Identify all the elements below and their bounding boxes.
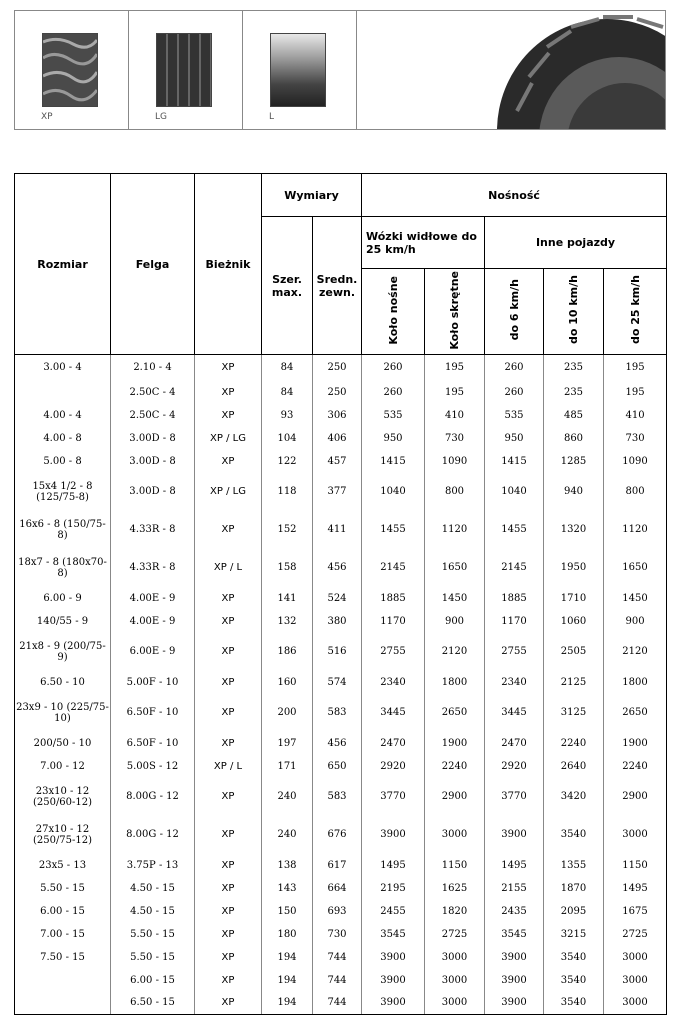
cell-v25: 3000	[604, 946, 667, 969]
cell-nosne: 1455	[362, 511, 425, 549]
cell-v6: 2145	[485, 549, 544, 587]
cell-szer: 138	[262, 854, 313, 877]
cell-sredn: 744	[313, 969, 362, 992]
cell-szer: 84	[262, 355, 313, 381]
cell-bieznik: XP	[195, 587, 262, 610]
cell-v10: 2240	[544, 732, 604, 755]
cell-v25: 1800	[604, 671, 667, 694]
cell-bieznik: XP	[195, 355, 262, 381]
cell-nosne: 1415	[362, 450, 425, 473]
cell-v6: 3900	[485, 969, 544, 992]
cell-rozmiar: 21x8 - 9 (200/75-9)	[15, 633, 111, 671]
header-nosnosc: Nośność	[362, 174, 667, 217]
cell-felga: 6.00E - 9	[111, 633, 195, 671]
cell-v25: 1900	[604, 732, 667, 755]
cell-felga: 6.50F - 10	[111, 694, 195, 732]
cell-bieznik: XP / L	[195, 549, 262, 587]
cell-v6: 3545	[485, 923, 544, 946]
header-szer: Szer. max.	[262, 217, 313, 355]
cell-sredn: 574	[313, 671, 362, 694]
cell-szer: 160	[262, 671, 313, 694]
cell-v6: 260	[485, 355, 544, 381]
tread-sample-lg	[129, 11, 243, 129]
cell-rozmiar: 18x7 - 8 (180x70-8)	[15, 549, 111, 587]
cell-bieznik: XP	[195, 732, 262, 755]
cell-rozmiar: 23x5 - 13	[15, 854, 111, 877]
cell-rozmiar: 23x10 - 12 (250/60-12)	[15, 778, 111, 816]
cell-skretne: 1150	[425, 854, 485, 877]
tread-l-label: L	[269, 112, 275, 122]
cell-szer: 132	[262, 610, 313, 633]
tread-sample-xp	[15, 11, 129, 129]
cell-skretne: 2900	[425, 778, 485, 816]
cell-nosne: 2755	[362, 633, 425, 671]
cell-v6: 535	[485, 404, 544, 427]
cell-bieznik: XP	[195, 969, 262, 992]
cell-v10: 3540	[544, 992, 604, 1015]
cell-felga: 5.50 - 15	[111, 923, 195, 946]
table-row	[15, 694, 667, 732]
cell-skretne: 2120	[425, 633, 485, 671]
cell-felga: 3.00D - 8	[111, 427, 195, 450]
cell-nosne: 1495	[362, 854, 425, 877]
cell-bieznik: XP	[195, 946, 262, 969]
table-row	[15, 450, 667, 473]
cell-szer: 200	[262, 694, 313, 732]
cell-v10: 940	[544, 473, 604, 511]
cell-felga: 2.50C - 4	[111, 404, 195, 427]
cell-skretne: 195	[425, 381, 485, 404]
cell-nosne: 3900	[362, 946, 425, 969]
cell-sredn: 524	[313, 587, 362, 610]
cell-sredn: 617	[313, 854, 362, 877]
spec-table-body	[15, 355, 667, 1015]
cell-v10: 485	[544, 404, 604, 427]
cell-felga: 5.00F - 10	[111, 671, 195, 694]
cell-skretne: 1900	[425, 732, 485, 755]
tread-l-image	[270, 33, 326, 107]
cell-rozmiar	[15, 969, 111, 992]
cell-szer: 180	[262, 923, 313, 946]
cell-skretne: 3000	[425, 946, 485, 969]
cell-szer: 171	[262, 755, 313, 778]
cell-rozmiar: 23x9 - 10 (225/75-10)	[15, 694, 111, 732]
tread-xp-image	[42, 33, 98, 107]
cell-v6: 2435	[485, 900, 544, 923]
cell-nosne: 3900	[362, 969, 425, 992]
cell-v6: 3900	[485, 946, 544, 969]
cell-v25: 1650	[604, 549, 667, 587]
cell-bieznik: XP	[195, 694, 262, 732]
cell-nosne: 3770	[362, 778, 425, 816]
tire-spec-table	[14, 173, 667, 1015]
cell-nosne: 260	[362, 355, 425, 381]
cell-v6: 3770	[485, 778, 544, 816]
cell-skretne: 195	[425, 355, 485, 381]
cell-rozmiar: 7.00 - 12	[15, 755, 111, 778]
cell-nosne: 2470	[362, 732, 425, 755]
cell-skretne: 900	[425, 610, 485, 633]
cell-felga: 4.33R - 8	[111, 511, 195, 549]
cell-v25: 1495	[604, 877, 667, 900]
cell-v25: 410	[604, 404, 667, 427]
cell-bieznik: XP / L	[195, 755, 262, 778]
table-row	[15, 732, 667, 755]
header-rozmiar: Rozmiar	[15, 174, 111, 355]
table-row	[15, 900, 667, 923]
cell-skretne: 1120	[425, 511, 485, 549]
tread-lg-label: LG	[155, 112, 167, 122]
cell-szer: 194	[262, 992, 313, 1015]
cell-sredn: 406	[313, 427, 362, 450]
cell-v6: 3900	[485, 816, 544, 854]
cell-felga: 5.00S - 12	[111, 755, 195, 778]
cell-v25: 900	[604, 610, 667, 633]
cell-sredn: 250	[313, 381, 362, 404]
table-row	[15, 946, 667, 969]
cell-v25: 1120	[604, 511, 667, 549]
cell-skretne: 800	[425, 473, 485, 511]
cell-v6: 2340	[485, 671, 544, 694]
cell-felga: 3.75P - 13	[111, 854, 195, 877]
cell-szer: 93	[262, 404, 313, 427]
header-do6: do 6 km/h	[485, 269, 544, 355]
cell-felga: 8.00G - 12	[111, 778, 195, 816]
cell-felga: 5.50 - 15	[111, 946, 195, 969]
cell-v25: 195	[604, 381, 667, 404]
header-do10: do 10 km/h	[544, 269, 604, 355]
cell-szer: 158	[262, 549, 313, 587]
table-row	[15, 854, 667, 877]
cell-szer: 194	[262, 969, 313, 992]
cell-rozmiar: 200/50 - 10	[15, 732, 111, 755]
cell-v6: 1885	[485, 587, 544, 610]
cell-szer: 240	[262, 816, 313, 854]
table-row	[15, 923, 667, 946]
cell-rozmiar: 27x10 - 12 (250/75-12)	[15, 816, 111, 854]
cell-bieznik: XP	[195, 854, 262, 877]
cell-felga: 6.50F - 10	[111, 732, 195, 755]
cell-v25: 1150	[604, 854, 667, 877]
header-wozki: Wózki widłowe do 25 km/h	[362, 217, 485, 269]
cell-v25: 3000	[604, 992, 667, 1015]
table-row	[15, 587, 667, 610]
cell-rozmiar: 4.00 - 8	[15, 427, 111, 450]
cell-skretne: 730	[425, 427, 485, 450]
cell-v6: 3900	[485, 992, 544, 1015]
cell-nosne: 2145	[362, 549, 425, 587]
cell-bieznik: XP	[195, 816, 262, 854]
cell-nosne: 2195	[362, 877, 425, 900]
cell-nosne: 2920	[362, 755, 425, 778]
cell-sredn: 377	[313, 473, 362, 511]
table-row	[15, 549, 667, 587]
table-row	[15, 671, 667, 694]
cell-v10: 2095	[544, 900, 604, 923]
header-kolo-nosne: Koło nośne	[362, 269, 425, 355]
cell-skretne: 3000	[425, 969, 485, 992]
cell-bieznik: XP	[195, 900, 262, 923]
cell-skretne: 1450	[425, 587, 485, 610]
cell-nosne: 1885	[362, 587, 425, 610]
header-wymiary: Wymiary	[262, 174, 362, 217]
cell-rozmiar	[15, 381, 111, 404]
cell-szer: 152	[262, 511, 313, 549]
cell-szer: 197	[262, 732, 313, 755]
cell-v10: 3540	[544, 946, 604, 969]
cell-sredn: 516	[313, 633, 362, 671]
cell-v10: 1060	[544, 610, 604, 633]
cell-v10: 1355	[544, 854, 604, 877]
cell-v6: 260	[485, 381, 544, 404]
cell-v10: 3215	[544, 923, 604, 946]
cell-v25: 1090	[604, 450, 667, 473]
cell-felga: 4.33R - 8	[111, 549, 195, 587]
table-row	[15, 381, 667, 404]
cell-rozmiar: 7.50 - 15	[15, 946, 111, 969]
cell-rozmiar: 16x6 - 8 (150/75-8)	[15, 511, 111, 549]
cell-v6: 1170	[485, 610, 544, 633]
table-row	[15, 969, 667, 992]
table-row	[15, 816, 667, 854]
cell-v10: 3540	[544, 969, 604, 992]
cell-sredn: 306	[313, 404, 362, 427]
tread-lg-image	[156, 33, 212, 107]
cell-skretne: 410	[425, 404, 485, 427]
cell-v25: 3000	[604, 969, 667, 992]
cell-felga: 2.50C - 4	[111, 381, 195, 404]
cell-szer: 186	[262, 633, 313, 671]
cell-v10: 860	[544, 427, 604, 450]
cell-felga: 4.00E - 9	[111, 587, 195, 610]
cell-felga: 6.50 - 15	[111, 992, 195, 1015]
cell-v6: 1040	[485, 473, 544, 511]
cell-v25: 2725	[604, 923, 667, 946]
cell-nosne: 535	[362, 404, 425, 427]
cell-sredn: 744	[313, 946, 362, 969]
table-row	[15, 355, 667, 381]
cell-v10: 2125	[544, 671, 604, 694]
cell-rozmiar: 7.00 - 15	[15, 923, 111, 946]
cell-rozmiar: 6.00 - 15	[15, 900, 111, 923]
cell-bieznik: XP	[195, 671, 262, 694]
cell-sredn: 730	[313, 923, 362, 946]
table-row	[15, 755, 667, 778]
cell-felga: 4.50 - 15	[111, 877, 195, 900]
cell-nosne: 1170	[362, 610, 425, 633]
cell-rozmiar: 4.00 - 4	[15, 404, 111, 427]
cell-sredn: 583	[313, 694, 362, 732]
cell-v6: 950	[485, 427, 544, 450]
table-row	[15, 404, 667, 427]
cell-v25: 2900	[604, 778, 667, 816]
cell-v10: 1870	[544, 877, 604, 900]
cell-v25: 2240	[604, 755, 667, 778]
header-felga: Felga	[111, 174, 195, 355]
cell-nosne: 2340	[362, 671, 425, 694]
cell-bieznik: XP	[195, 511, 262, 549]
cell-v6: 3445	[485, 694, 544, 732]
cell-felga: 6.00 - 15	[111, 969, 195, 992]
cell-v25: 195	[604, 355, 667, 381]
tread-samples-strip	[14, 10, 666, 130]
cell-bieznik: XP	[195, 450, 262, 473]
cell-nosne: 3900	[362, 992, 425, 1015]
cell-skretne: 1820	[425, 900, 485, 923]
cell-v6: 2920	[485, 755, 544, 778]
cell-rozmiar: 6.00 - 9	[15, 587, 111, 610]
cell-sredn: 650	[313, 755, 362, 778]
cell-szer: 143	[262, 877, 313, 900]
cell-v25: 1675	[604, 900, 667, 923]
cell-rozmiar	[15, 992, 111, 1015]
table-row	[15, 610, 667, 633]
cell-bieznik: XP / LG	[195, 427, 262, 450]
cell-skretne: 1650	[425, 549, 485, 587]
cell-bieznik: XP	[195, 610, 262, 633]
cell-v10: 1710	[544, 587, 604, 610]
cell-v25: 3000	[604, 816, 667, 854]
cell-rozmiar: 5.00 - 8	[15, 450, 111, 473]
table-row	[15, 992, 667, 1015]
cell-skretne: 1090	[425, 450, 485, 473]
cell-bieznik: XP	[195, 633, 262, 671]
table-row	[15, 633, 667, 671]
cell-bieznik: XP	[195, 778, 262, 816]
cell-felga: 4.50 - 15	[111, 900, 195, 923]
cell-v10: 3125	[544, 694, 604, 732]
cell-v10: 2505	[544, 633, 604, 671]
cell-bieznik: XP	[195, 404, 262, 427]
cell-v10: 3420	[544, 778, 604, 816]
cell-skretne: 1800	[425, 671, 485, 694]
cell-sredn: 744	[313, 992, 362, 1015]
cell-sredn: 456	[313, 732, 362, 755]
cell-v25: 2120	[604, 633, 667, 671]
cell-v6: 1415	[485, 450, 544, 473]
cell-v10: 3540	[544, 816, 604, 854]
cell-rozmiar: 3.00 - 4	[15, 355, 111, 381]
cell-skretne: 3000	[425, 992, 485, 1015]
cell-nosne: 950	[362, 427, 425, 450]
cell-szer: 141	[262, 587, 313, 610]
cell-v10: 235	[544, 355, 604, 381]
cell-felga: 3.00D - 8	[111, 450, 195, 473]
cell-nosne: 1040	[362, 473, 425, 511]
cell-nosne: 3545	[362, 923, 425, 946]
tread-sample-l	[243, 11, 357, 129]
cell-szer: 194	[262, 946, 313, 969]
cell-rozmiar: 140/55 - 9	[15, 610, 111, 633]
cell-v25: 730	[604, 427, 667, 450]
cell-v10: 1285	[544, 450, 604, 473]
cell-sredn: 411	[313, 511, 362, 549]
cell-nosne: 260	[362, 381, 425, 404]
cell-szer: 84	[262, 381, 313, 404]
cell-nosne: 3900	[362, 816, 425, 854]
cell-bieznik: XP	[195, 923, 262, 946]
cell-v6: 2470	[485, 732, 544, 755]
cell-sredn: 676	[313, 816, 362, 854]
cell-felga: 4.00E - 9	[111, 610, 195, 633]
table-row	[15, 427, 667, 450]
cell-v25: 2650	[604, 694, 667, 732]
cell-bieznik: XP	[195, 992, 262, 1015]
cell-felga: 2.10 - 4	[111, 355, 195, 381]
cell-skretne: 2725	[425, 923, 485, 946]
cell-bieznik: XP	[195, 381, 262, 404]
cell-v6: 2755	[485, 633, 544, 671]
header-sredn: Sredn. zewn.	[313, 217, 362, 355]
cell-rozmiar: 6.50 - 10	[15, 671, 111, 694]
table-row	[15, 778, 667, 816]
cell-sredn: 456	[313, 549, 362, 587]
cell-v25: 1450	[604, 587, 667, 610]
cell-v6: 2155	[485, 877, 544, 900]
header-do25: do 25 km/h	[604, 269, 667, 355]
cell-szer: 118	[262, 473, 313, 511]
cell-v10: 2640	[544, 755, 604, 778]
cell-sredn: 693	[313, 900, 362, 923]
cell-v25: 800	[604, 473, 667, 511]
table-row	[15, 473, 667, 511]
cell-sredn: 380	[313, 610, 362, 633]
cell-v10: 1950	[544, 549, 604, 587]
cell-skretne: 3000	[425, 816, 485, 854]
cell-bieznik: XP / LG	[195, 473, 262, 511]
cell-rozmiar: 15x4 1/2 - 8 (125/75-8)	[15, 473, 111, 511]
header-inne: Inne pojazdy	[485, 217, 667, 269]
cell-felga: 3.00D - 8	[111, 473, 195, 511]
cell-skretne: 1625	[425, 877, 485, 900]
header-bieznik: Bieżnik	[195, 174, 262, 355]
cell-szer: 104	[262, 427, 313, 450]
cell-sredn: 664	[313, 877, 362, 900]
cell-sredn: 250	[313, 355, 362, 381]
cell-szer: 150	[262, 900, 313, 923]
table-row	[15, 877, 667, 900]
tread-xp-label: XP	[41, 112, 53, 122]
cell-v10: 1320	[544, 511, 604, 549]
cell-felga: 8.00G - 12	[111, 816, 195, 854]
cell-skretne: 2650	[425, 694, 485, 732]
cell-v6: 1495	[485, 854, 544, 877]
cell-sredn: 457	[313, 450, 362, 473]
cell-v10: 235	[544, 381, 604, 404]
cell-szer: 122	[262, 450, 313, 473]
tire-photo	[357, 11, 665, 129]
cell-nosne: 3445	[362, 694, 425, 732]
cell-szer: 240	[262, 778, 313, 816]
cell-v6: 1455	[485, 511, 544, 549]
cell-nosne: 2455	[362, 900, 425, 923]
cell-sredn: 583	[313, 778, 362, 816]
cell-rozmiar: 5.50 - 15	[15, 877, 111, 900]
cell-bieznik: XP	[195, 877, 262, 900]
header-kolo-skretne: Koło skrętne	[425, 269, 485, 355]
table-row	[15, 511, 667, 549]
cell-skretne: 2240	[425, 755, 485, 778]
